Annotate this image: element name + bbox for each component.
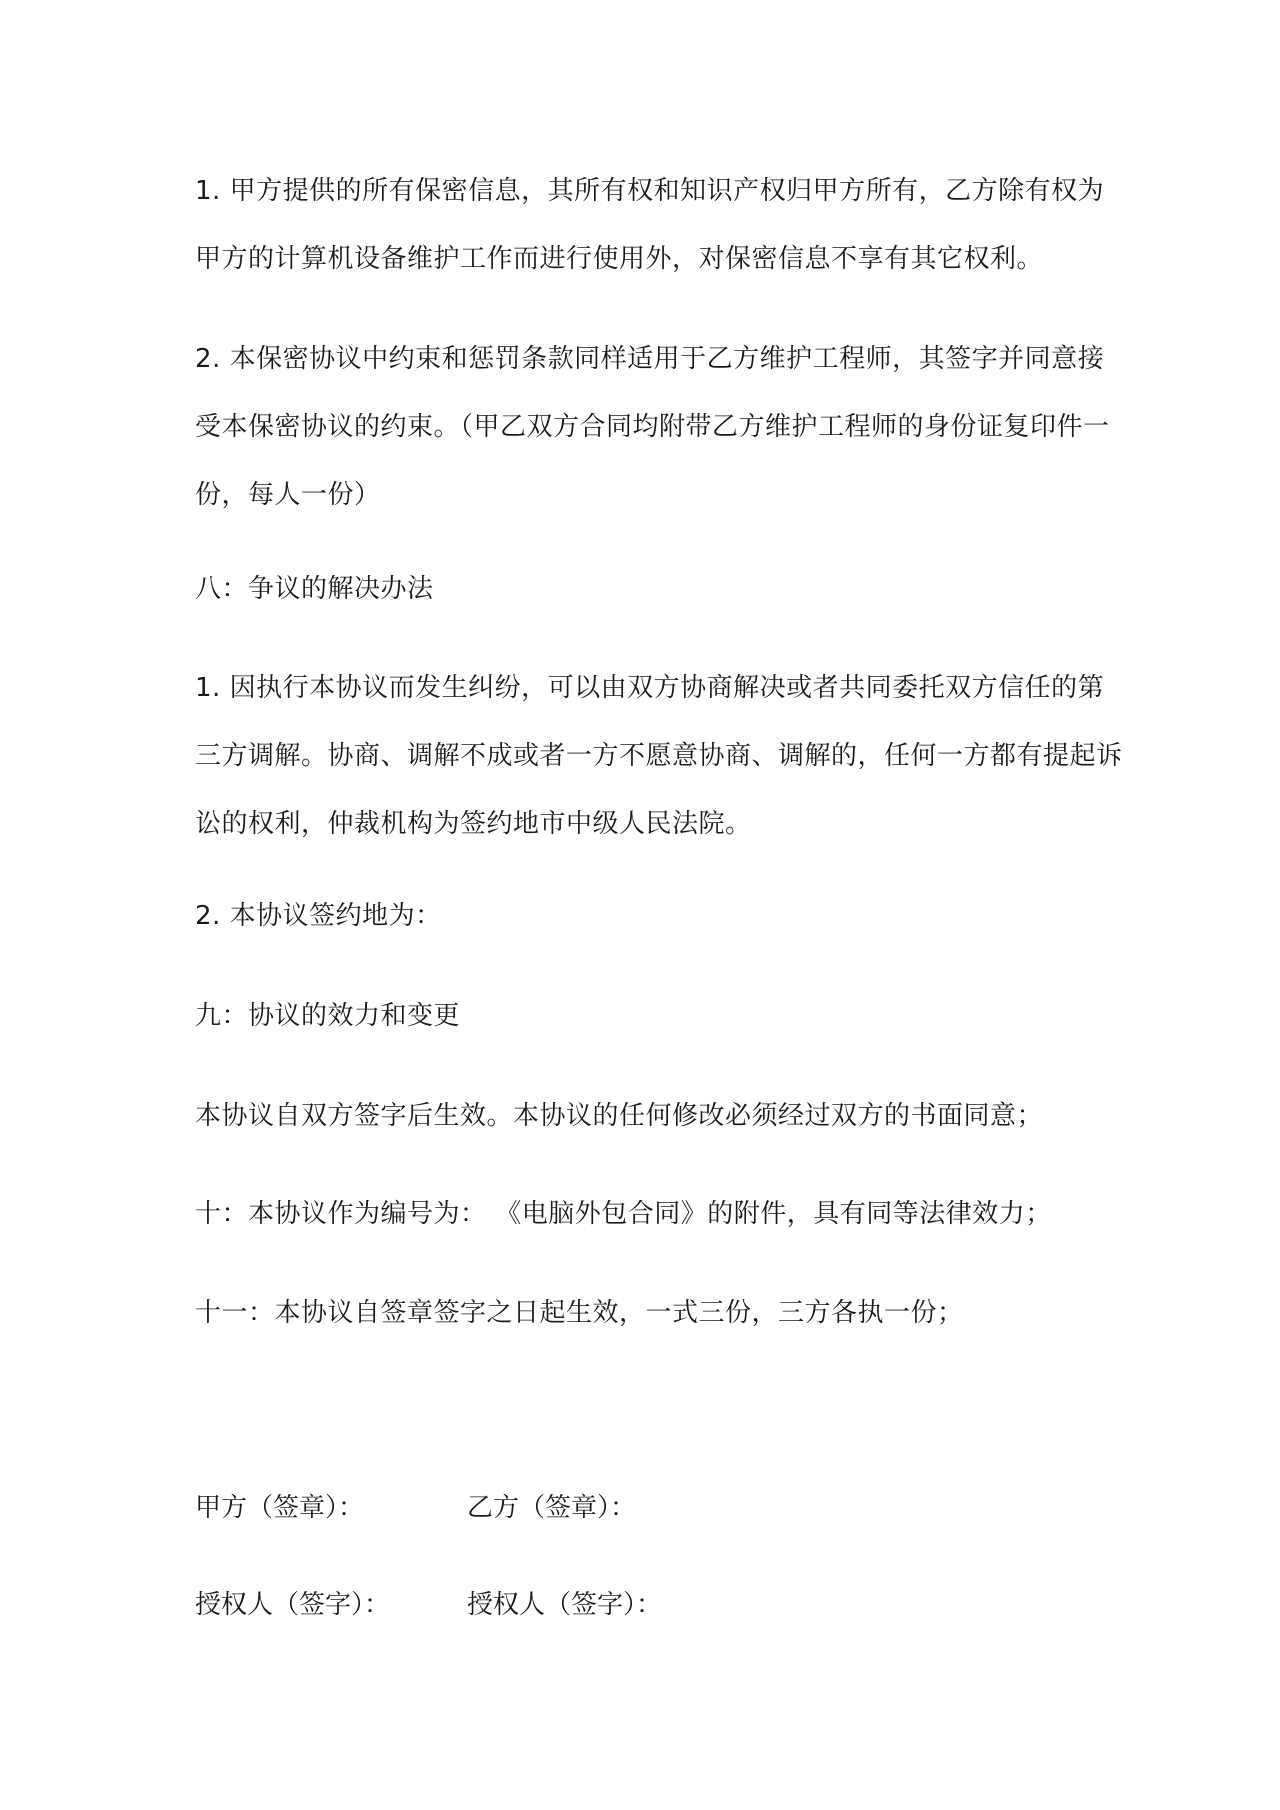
text-line: 甲方的计算机设备维护工作而进行使用外，对保密信息不享有其它权利。	[195, 244, 1044, 274]
party-b-seal-label: 乙方（签章）：	[467, 1493, 637, 1523]
text-line: 九：协议的效力和变更	[195, 1001, 461, 1031]
section-heading-validity	[195, 982, 1095, 1050]
paragraph-engineer-constraints	[195, 325, 1110, 529]
section-heading-dispute	[195, 555, 1095, 623]
text-line: 份，每人一份）	[195, 480, 381, 510]
text-line: 2. 本协议签约地为：	[195, 901, 442, 931]
section-effective-copies	[195, 1279, 1095, 1347]
section-attachment	[195, 1180, 1095, 1248]
party-a-authorized-label: 授权人（签字）：	[195, 1590, 391, 1620]
text-line: 1. 甲方提供的所有保密信息，其所有权和知识产权归甲方所有，乙方除有权为	[195, 176, 1105, 206]
text-line: 十：本协议作为编号为： 《电脑外包合同》的附件，具有同等法律效力；	[195, 1199, 1052, 1229]
text-line: 三方调解。协商、调解不成或者一方不愿意协商、调解的，任何一方都有提起诉	[195, 741, 1123, 771]
text-line: 2. 本保密协议中约束和惩罚条款同样适用于乙方维护工程师，其签字并同意接	[195, 344, 1105, 374]
text-line: 讼的权利，仲裁机构为签约地市中级人民法院。	[195, 809, 752, 839]
text-line: 受本保密协议的约束。（甲乙双方合同均附带乙方维护工程师的身份证复印件一	[195, 412, 1110, 442]
party-b-authorized-label: 授权人（签字）：	[467, 1590, 663, 1620]
paragraph-ownership	[195, 157, 1105, 293]
paragraph-signing-place	[195, 882, 1095, 950]
text-line: 1. 因执行本协议而发生纠纷，可以由双方协商解决或者共同委托双方信任的第	[195, 673, 1105, 703]
party-a-seal-label: 甲方（签章）：	[195, 1493, 365, 1523]
text-line: 本协议自双方签字后生效。本协议的任何修改必须经过双方的书面同意；	[195, 1101, 1044, 1131]
text-line: 八：争议的解决办法	[195, 574, 434, 604]
paragraph-validity	[195, 1082, 1095, 1150]
paragraph-dispute-resolution	[195, 654, 1123, 858]
text-line: 十一：本协议自签章签字之日起生效，一式三份，三方各执一份；	[195, 1298, 964, 1328]
